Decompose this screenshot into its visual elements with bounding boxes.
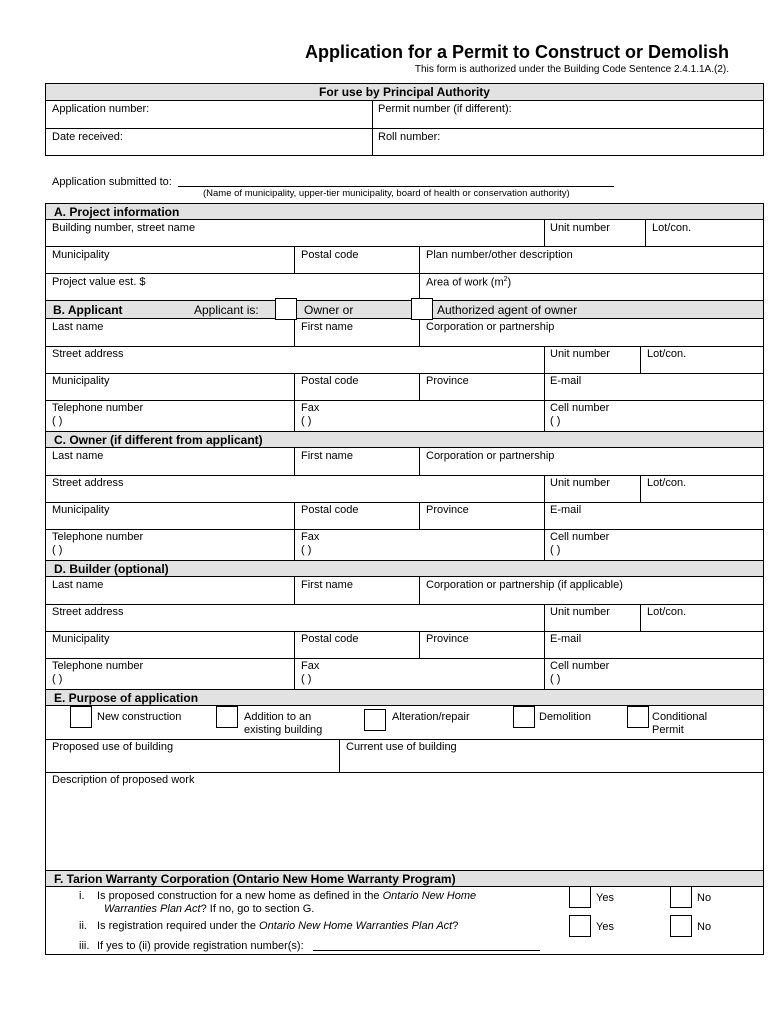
f-q3-text: If yes to (ii) provide registration number(s): — [97, 940, 304, 952]
new-construction-label: New construction — [97, 711, 182, 723]
registration-number-input[interactable] — [313, 950, 540, 951]
section-e-header: E. Purpose of application — [45, 689, 764, 706]
demolition-label: Demolition — [539, 711, 591, 723]
b-email-field[interactable]: E-mail — [550, 375, 582, 387]
a-lot-field[interactable]: Lot/con. — [652, 222, 692, 234]
c-first-name-field[interactable]: First name — [301, 450, 353, 462]
a-postal-field[interactable]: Postal code — [301, 249, 359, 261]
c-cell-area: ( ) — [550, 544, 561, 556]
permit-number-field[interactable]: Permit number (if different): — [378, 103, 512, 115]
d-lot-field[interactable]: Lot/con. — [647, 606, 687, 618]
c-cell-field[interactable]: Cell number — [550, 531, 610, 543]
b-municipality-field[interactable]: Municipality — [52, 375, 110, 387]
addition-checkbox[interactable] — [216, 706, 238, 728]
c-municipality-field[interactable]: Municipality — [52, 504, 110, 516]
a-unit-field[interactable]: Unit number — [550, 222, 610, 234]
d-last-name-field[interactable]: Last name — [52, 579, 104, 591]
d-telephone-area: ( ) — [52, 673, 63, 685]
d-province-field[interactable]: Province — [426, 633, 469, 645]
b-postal-field[interactable]: Postal code — [301, 375, 359, 387]
b-last-name-field[interactable]: Last name — [52, 321, 104, 333]
d-street-field[interactable]: Street address — [52, 606, 124, 618]
b-street-field[interactable]: Street address — [52, 348, 124, 360]
q1-yes-label: Yes — [596, 892, 614, 904]
c-province-field[interactable]: Province — [426, 504, 469, 516]
c-corporation-field[interactable]: Corporation or partnership — [426, 450, 555, 462]
q1-no-label: No — [697, 892, 712, 904]
section-f-header: F. Tarion Warranty Corporation (Ontario New Home Warranty Program) — [45, 870, 764, 887]
b-lot-field[interactable]: Lot/con. — [647, 348, 687, 360]
a-building-field[interactable]: Building number, street name — [52, 222, 196, 234]
c-fax-field[interactable]: Fax — [301, 531, 320, 543]
form-title: Application for a Permit to Construct or Demolish — [304, 42, 729, 62]
d-unit-field[interactable]: Unit number — [550, 606, 610, 618]
b-fax-field[interactable]: Fax — [301, 402, 320, 414]
application-number-field[interactable]: Application number: — [52, 103, 150, 115]
b-unit-field[interactable]: Unit number — [550, 348, 610, 360]
conditional-label-1: Conditional — [652, 711, 708, 723]
conditional-label-2: Permit — [652, 724, 684, 736]
conditional-permit-checkbox[interactable] — [627, 706, 649, 728]
q2-yes-label: Yes — [596, 921, 614, 933]
q1-yes-checkbox[interactable] — [569, 886, 591, 908]
f-q2-number: ii. — [79, 920, 87, 932]
q1-no-checkbox[interactable] — [670, 886, 692, 908]
b-cell-field[interactable]: Cell number — [550, 402, 610, 414]
c-last-name-field[interactable]: Last name — [52, 450, 104, 462]
d-cell-area: ( ) — [550, 673, 561, 685]
agent-checkbox[interactable] — [411, 298, 433, 320]
description-field[interactable]: Description of proposed work — [52, 774, 195, 786]
alteration-label: Alteration/repair — [392, 711, 470, 723]
d-fax-field[interactable]: Fax — [301, 660, 320, 672]
a-municipality-field[interactable]: Municipality — [52, 249, 110, 261]
principal-authority-header: For use by Principal Authority — [45, 83, 764, 101]
c-telephone-area: ( ) — [52, 544, 63, 556]
section-c-header: C. Owner (if different from applicant) — [45, 431, 764, 448]
f-q1-text-2: Warranties Plan Act? If no, go to section G. — [104, 903, 315, 915]
b-telephone-field[interactable]: Telephone number — [52, 402, 144, 414]
section-d-header: D. Builder (optional) — [45, 560, 764, 577]
c-telephone-field[interactable]: Telephone number — [52, 531, 144, 543]
d-telephone-field[interactable]: Telephone number — [52, 660, 144, 672]
addition-label-1: Addition to an — [244, 711, 312, 723]
c-street-field[interactable]: Street address — [52, 477, 124, 489]
new-construction-checkbox[interactable] — [70, 706, 92, 728]
d-corporation-field[interactable]: Corporation or partnership (if applicable) — [426, 579, 623, 591]
b-cell-area: ( ) — [550, 415, 561, 427]
agent-label: Authorized agent of owner — [437, 303, 578, 317]
c-lot-field[interactable]: Lot/con. — [647, 477, 687, 489]
q2-no-label: No — [697, 921, 712, 933]
owner-checkbox[interactable] — [275, 298, 297, 320]
submitted-to-input[interactable] — [178, 186, 614, 187]
b-first-name-field[interactable]: First name — [301, 321, 353, 333]
roll-number-field[interactable]: Roll number: — [378, 131, 441, 143]
b-corporation-field[interactable]: Corporation or partnership — [426, 321, 555, 333]
d-first-name-field[interactable]: First name — [301, 579, 353, 591]
f-q1-number: i. — [79, 890, 85, 902]
c-email-field[interactable]: E-mail — [550, 504, 582, 516]
d-postal-field[interactable]: Postal code — [301, 633, 359, 645]
f-q2-text: Is registration required under the Ontario New Home Warranties Plan Act? — [97, 920, 459, 932]
applicant-is-label: Applicant is: — [194, 303, 259, 317]
current-use-field[interactable]: Current use of building — [346, 741, 457, 753]
submitted-to-label: Application submitted to: — [52, 176, 172, 188]
f-q1-text: Is proposed construction for a new home as defined in the Ontario New Home — [97, 890, 477, 902]
b-province-field[interactable]: Province — [426, 375, 469, 387]
addition-label-2: existing building — [244, 724, 323, 736]
c-fax-area: ( ) — [301, 544, 312, 556]
c-postal-field[interactable]: Postal code — [301, 504, 359, 516]
form-authority-note: This form is authorized under the Building Code Sentence 2.4.1.1A.(2). — [414, 64, 729, 75]
section-b-title: B. Applicant — [53, 303, 123, 317]
d-email-field[interactable]: E-mail — [550, 633, 582, 645]
d-cell-field[interactable]: Cell number — [550, 660, 610, 672]
section-a-header: A. Project information — [45, 203, 764, 220]
owner-or-label: Owner or — [304, 303, 354, 317]
demolition-checkbox[interactable] — [513, 706, 535, 728]
date-received-field[interactable]: Date received: — [52, 131, 123, 143]
proposed-use-field[interactable]: Proposed use of building — [52, 741, 174, 753]
alteration-checkbox[interactable] — [364, 709, 386, 731]
a-plan-field[interactable]: Plan number/other description — [426, 249, 573, 261]
submitted-to-hint: (Name of municipality, upper-tier municipality, board of health or conservation authority) — [203, 188, 570, 199]
a-value-field[interactable]: Project value est. $ — [52, 276, 146, 288]
b-telephone-area: ( ) — [52, 415, 63, 427]
d-municipality-field[interactable]: Municipality — [52, 633, 110, 645]
a-area-field[interactable]: Area of work $(m^2)$ — [426, 276, 512, 289]
c-unit-field[interactable]: Unit number — [550, 477, 610, 489]
section-b-header — [45, 300, 764, 319]
q2-no-checkbox[interactable] — [670, 915, 692, 937]
q2-yes-checkbox[interactable] — [569, 915, 591, 937]
b-fax-area: ( ) — [301, 415, 312, 427]
f-q3-number: iii. — [79, 940, 90, 952]
d-fax-area: ( ) — [301, 673, 312, 685]
